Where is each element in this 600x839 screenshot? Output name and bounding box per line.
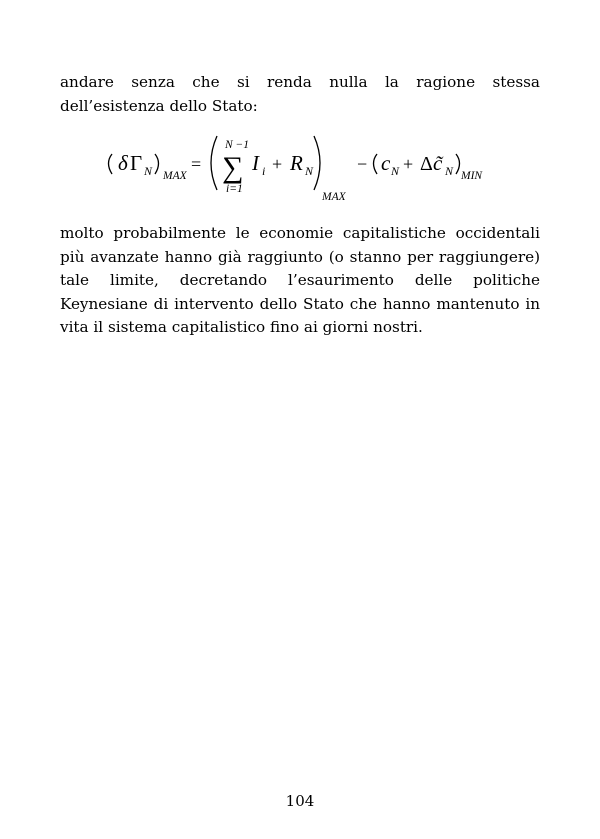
page-number: 104 bbox=[285, 792, 315, 810]
equation bbox=[60, 130, 540, 210]
equation-svg bbox=[60, 130, 540, 210]
sub-n-4: N bbox=[445, 164, 454, 178]
sub-n-2: N bbox=[305, 164, 314, 178]
left-paren-2 bbox=[374, 154, 378, 174]
gamma-symbol: Γ bbox=[130, 151, 143, 175]
plus-sign-1: + bbox=[272, 154, 283, 174]
var-c: c bbox=[381, 151, 391, 175]
plus-sign-2: + bbox=[403, 154, 414, 174]
paragraph-intro: andare senza che si renda nulla la ragione stessa dell’esistenza dello Stato: bbox=[60, 73, 540, 115]
sub-n-1: N bbox=[144, 164, 153, 178]
paragraph-conclusion: molto probabilmente le economie capitalistiche occidentali più avanzate hanno già raggiunto (o stanno per raggiungere) tale limite, decretando l’esaurimento delle politiche Keynesiane di intervento dello Stato che hanno mantenuto in vita il sistema capitalistico fino ai giorni nostri. bbox=[60, 224, 540, 336]
big-left-paren bbox=[211, 136, 217, 190]
sum-upper-limit: N −1 bbox=[225, 139, 250, 151]
var-r: R bbox=[290, 151, 303, 175]
big-right-paren bbox=[314, 136, 320, 190]
var-i: I bbox=[252, 151, 259, 175]
delta-capital: Δ bbox=[420, 153, 433, 175]
sub-max-1: MAX bbox=[163, 170, 187, 182]
equals-sign: = bbox=[191, 154, 202, 174]
sum-lower-limit: i=1 bbox=[226, 183, 243, 195]
delta-symbol: δ bbox=[118, 151, 128, 175]
sub-i: i bbox=[262, 164, 266, 178]
sub-min: MIN bbox=[461, 170, 483, 182]
sub-max-2: MAX bbox=[322, 191, 346, 203]
sub-n-3: N bbox=[391, 164, 400, 178]
right-paren-1 bbox=[155, 154, 159, 174]
right-paren-2 bbox=[456, 154, 460, 174]
left-paren-1 bbox=[109, 154, 113, 174]
sum-symbol: ∑ bbox=[222, 151, 244, 184]
var-c-tilde: c̃ bbox=[433, 151, 443, 175]
minus-sign: − bbox=[357, 154, 368, 174]
